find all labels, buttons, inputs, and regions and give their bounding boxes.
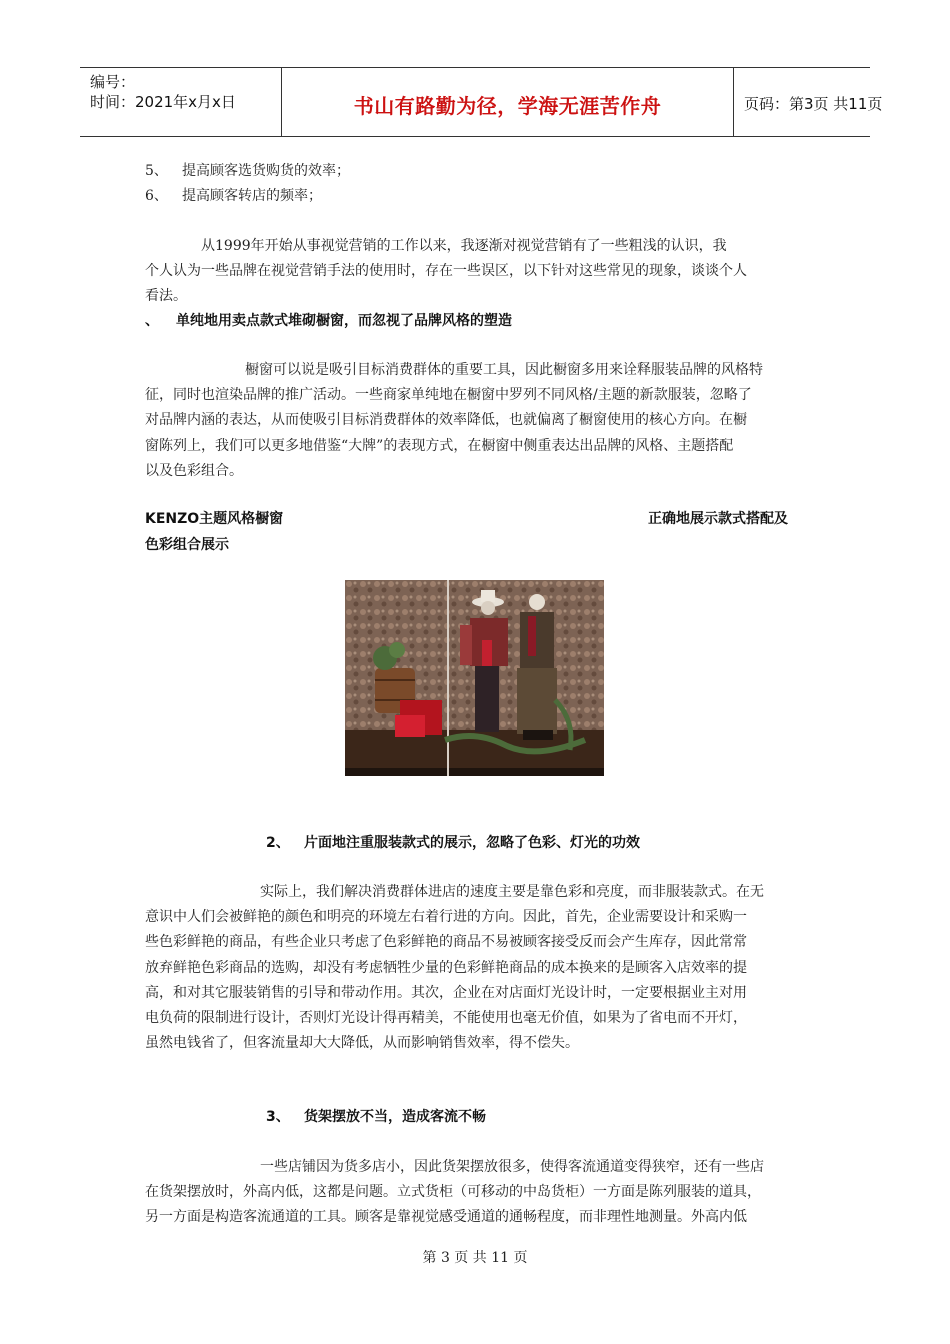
paragraph-line: 窗陈列上，我们可以更多地借鉴“大牌”的表现方式，在橱窗中侧重表达出品牌的风格、主题搭配 (145, 437, 734, 454)
section-3-number: 3、 (266, 1109, 290, 1125)
paragraph-line: 些色彩鲜艳的商品，有些企业只考虑了色彩鲜艳的商品不易被顾客接受反而会产生库存，因此常常 (145, 934, 747, 951)
paragraph-line: 一些店铺因为货多店小，因此货架摆放很多，使得客流通道变得狭窄，还有一些店 (260, 1159, 764, 1175)
list-item-text: 提高顾客转店的频率； (182, 188, 322, 204)
paragraph-line: 电负荷的限制进行设计，否则灯光设计得再精美，不能使用也毫无价值，如果为了省电而不开灯， (145, 1010, 747, 1027)
paragraph-line: 意识中人们会被鲜艳的颜色和明亮的环境左右着行进的方向。因此，首先，企业需要设计和采购一 (145, 909, 747, 926)
paragraph-line: 橱窗可以说是吸引目标消费群体的重要工具，因此橱窗多用来诠释服装品牌的风格特 (245, 362, 763, 378)
section-1-number: 、 (145, 313, 159, 329)
page-header (80, 67, 883, 137)
caption-left: KENZO主题风格橱窗 (145, 511, 284, 527)
paragraph-line: 从1999年开始从事视觉营销的工作以来，我逐渐对视觉营销有了一些粗浅的认识，我 (201, 238, 727, 254)
section-1-paragraph (145, 358, 800, 484)
paragraph-line: 另一方面是构造客流通道的工具。顾客是靠视觉感受通道的通畅程度，而非理性地测量。外高内低 (145, 1209, 747, 1226)
kenzo-window-photo (345, 580, 604, 776)
paragraph-line: 个人认为一些品牌在视觉营销手法的使用时，存在一些误区，以下针对这些常见的现象，谈谈个人 (145, 263, 747, 280)
paragraph-line: 放弃鲜艳色彩商品的选购，却没有考虑牺牲少量的色彩鲜艳商品的成本换来的是顾客入店效率的提 (145, 959, 747, 976)
page-indicator: 页码：第3页 共11页 (744, 95, 883, 113)
header-page-cell (734, 68, 883, 136)
paragraph-line: 在货架摆放时，外高内低，这都是问题。立式货柜（可移动的中岛货柜）一方面是陈列服装的道具， (145, 1184, 761, 1201)
paragraph-line: 实际上，我们解决消费群体进店的速度主要是靠色彩和亮度，而非服装款式。在无 (260, 884, 764, 900)
section-1-title: 单纯地用卖点款式堆砌橱窗，而忽视了品牌风格的塑造 (176, 313, 512, 329)
intro-paragraph (145, 234, 800, 310)
document-number: 编号： (90, 73, 136, 91)
section-3-title: 货架摆放不当，造成客流不畅 (304, 1109, 486, 1125)
document-date: 时间：2021年x月x日 (90, 93, 236, 111)
paragraph-line: 看法。 (145, 288, 187, 305)
section-3-paragraph (145, 1155, 800, 1231)
caption-second-line: 色彩组合展示 (145, 537, 229, 553)
paragraph-line: 对品牌内涵的表达，从而使吸引目标消费群体的效率降低，也就偏离了橱窗使用的核心方向。在橱 (145, 412, 747, 429)
list-item-number: 6、 (145, 188, 168, 204)
paragraph-line: 以及色彩组合。 (145, 462, 243, 479)
header-meta-cell (80, 68, 282, 136)
section-2-title: 片面地注重服装款式的展示，忽略了色彩、灯光的功效 (304, 835, 640, 851)
motto: 书山有路勤为径，学海无涯苦作舟 (353, 94, 662, 118)
header-motto-cell (282, 68, 734, 136)
page-footer: 第 3 页 共 11 页 (422, 1250, 528, 1266)
section-2-number: 2、 (266, 835, 290, 851)
list-item-number: 5、 (145, 163, 168, 179)
caption-right: 正确地展示款式搭配及 (648, 511, 788, 527)
paragraph-line: 虽然电钱省了，但客流量却大大降低，从而影响销售效率，得不偿失。 (145, 1035, 579, 1052)
paragraph-line: 高，和对其它服装销售的引导和带动作用。其次，企业在对店面灯光设计时，一定要根据业主对用 (145, 984, 747, 1001)
paragraph-line: 征，同时也渲染品牌的推广活动。一些商家单纯地在橱窗中罗列不同风格/主题的新款服装，忽略了 (145, 387, 752, 404)
section-2-paragraph (145, 880, 800, 1056)
list-item-text: 提高顾客选货购货的效率； (182, 163, 350, 179)
